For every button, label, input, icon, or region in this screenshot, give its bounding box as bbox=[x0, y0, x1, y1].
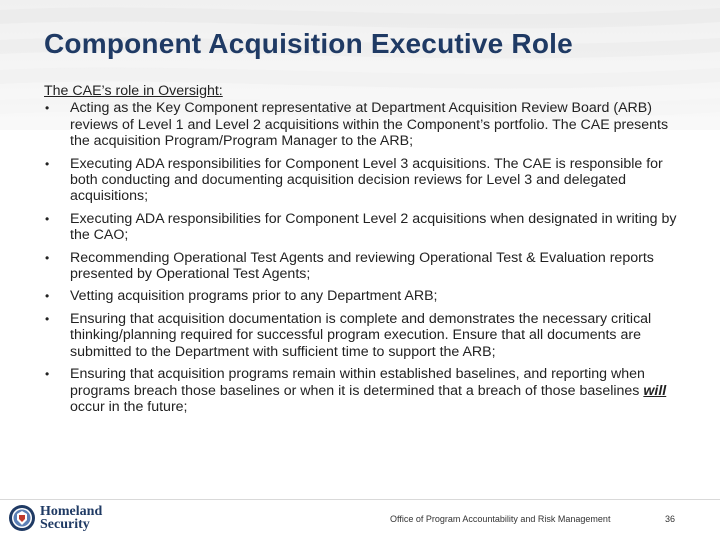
emphasis-will: will bbox=[643, 382, 667, 399]
bullet-item: • Ensuring that acquisition documentation is complete and demonstrates the necessary critical thinking/planning required for successful program execution. Ensure that all documents are submitted to the Department with sufficient time to support the ARB; bbox=[45, 310, 652, 360]
page-number: 36 bbox=[665, 514, 676, 524]
bullet-item: • Recommending Operational Test Agents and reviewing Operational Test & Evaluation reports presented by Operational Test Agents; bbox=[45, 249, 654, 283]
slide-title: Component Acquisition Executive Role bbox=[44, 28, 573, 59]
footer-office: Office of Program Accountability and Risk Management bbox=[390, 514, 611, 524]
bullet-item: • Executing ADA responsibilities for Component Level 3 acquisitions. The CAE is responsible for both conducting and documenting acquisition decision reviews for Level 3 and delegated acquisitions; bbox=[45, 155, 663, 205]
bullet-icon: • bbox=[45, 367, 50, 382]
bullet-item: • Vetting acquisition programs prior to any Department ARB; bbox=[45, 288, 438, 305]
dhs-seal-icon bbox=[8, 504, 36, 532]
bullet-icon: • bbox=[45, 156, 50, 171]
bullet-icon: • bbox=[45, 250, 50, 265]
intro-heading: The CAE’s role in Oversight: bbox=[44, 83, 223, 99]
dhs-logo bbox=[8, 502, 102, 534]
bullet-icon: • bbox=[45, 311, 50, 326]
bullet-item-last: • Ensuring that acquisition programs remain within established baselines, and reporting when programs breach those baselines or when it is determined that a breach of those baselines will occur in the future; bbox=[45, 366, 667, 415]
footer-divider bbox=[0, 499, 720, 500]
logo-wordmark: Homeland Security bbox=[40, 504, 103, 532]
bullet-icon: • bbox=[45, 101, 50, 116]
slide-content bbox=[44, 83, 684, 421]
bullet-item: • Executing ADA responsibilities for Component Level 2 acquisitions when designated in writing by the CAO; bbox=[45, 210, 677, 244]
bullet-icon: • bbox=[45, 211, 50, 226]
bullet-item: • Acting as the Key Component representative at Department Acquisition Review Board (ARB) reviews of Level 1 and Level 2 acquisitions within the Component’s portfolio. The CAE presents the acquisition Program/Program Manager to the ARB; bbox=[45, 100, 669, 150]
bullet-list bbox=[44, 100, 684, 415]
bullet-icon: • bbox=[45, 289, 50, 304]
